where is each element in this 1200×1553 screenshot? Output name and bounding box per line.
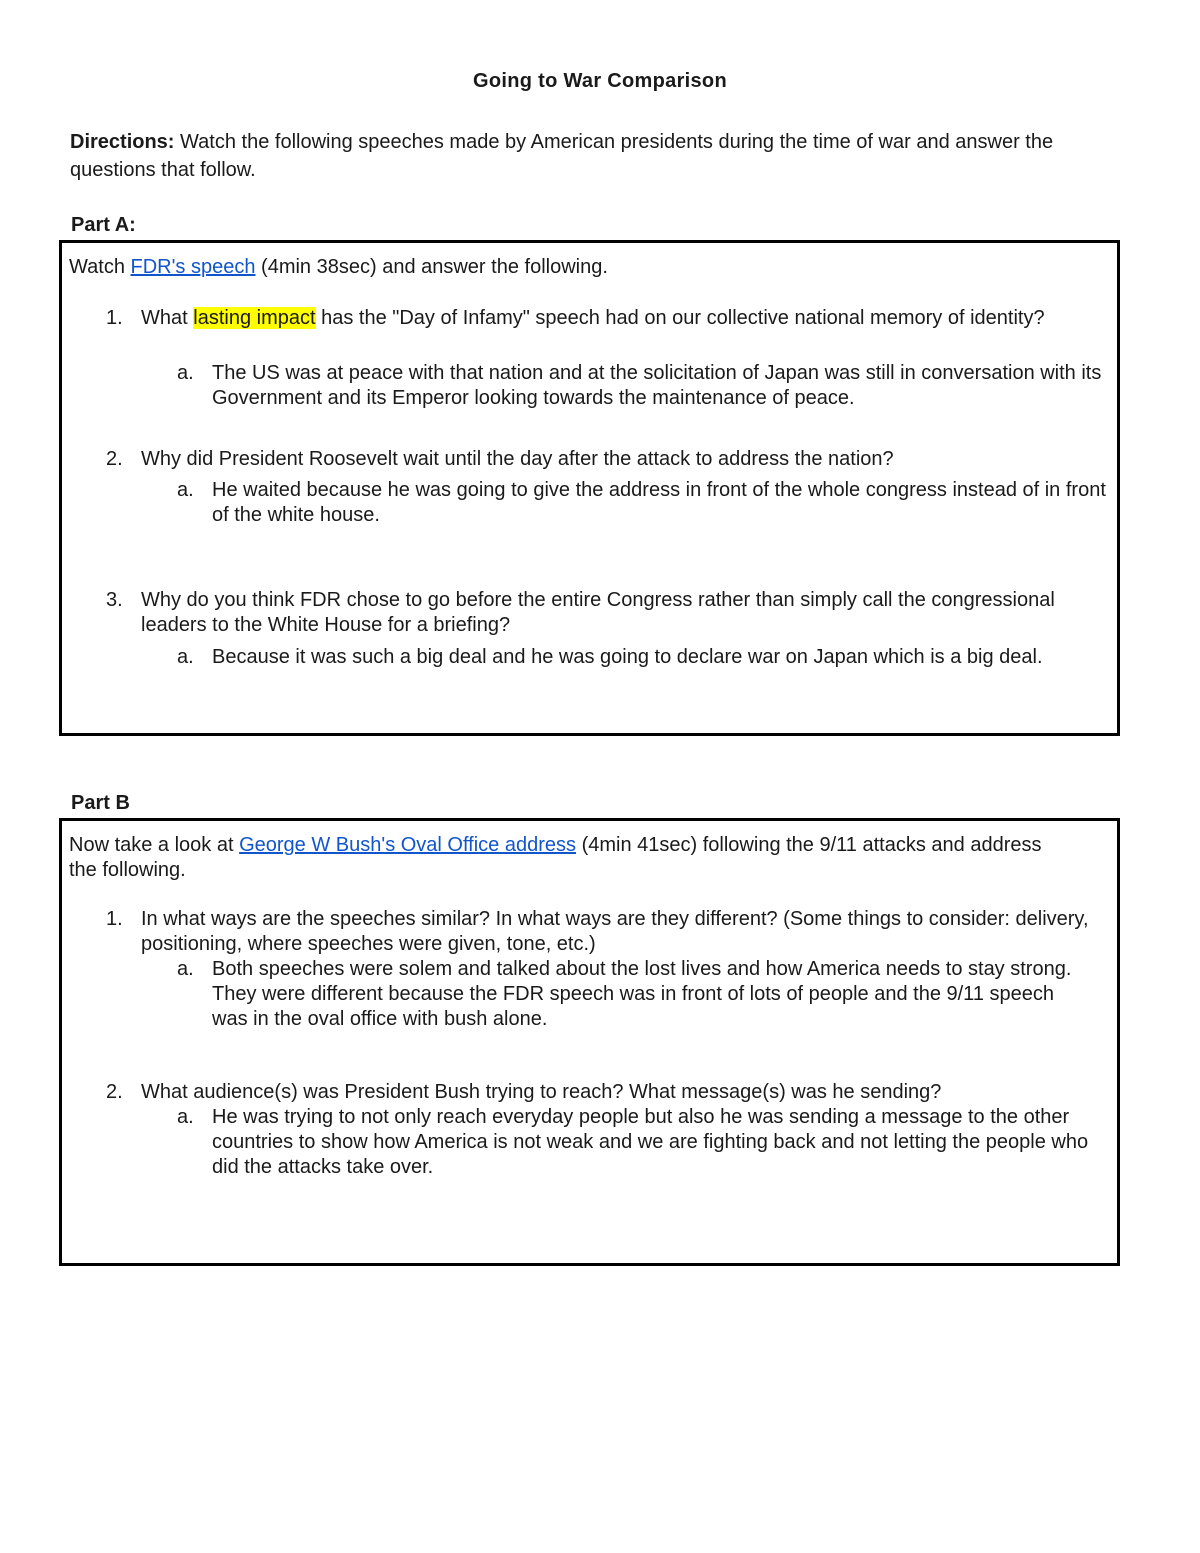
part-a-label: Part A: [71, 214, 136, 236]
question-text-post: has the "Day of Infamy" speech had on our collective national memory of identity? [315, 307, 1045, 329]
part-a-intro-suffix: (4min 38sec) and answer the following. [255, 256, 608, 278]
part-b-intro-suffix: (4min 41sec) following the 9/11 attacks and address the following. [69, 834, 1042, 881]
part-b-label: Part B [71, 792, 130, 814]
question-text [141, 306, 1101, 331]
answer-text: The US was at peace with that nation and at the solicitation of Japan was still in conversation with its Government and its Emperor looking towards the maintenance of peace. [212, 362, 1102, 409]
question-number: 3. [106, 589, 123, 611]
part-b-intro [69, 833, 1069, 883]
part-b-box [59, 818, 1120, 1266]
answer-letter: a. [177, 362, 194, 384]
question-text: What audience(s) was President Bush trying to reach? What message(s) was he sending? [141, 1081, 942, 1103]
fdr-speech-link[interactable]: FDR's speech [130, 256, 256, 278]
question-number: 2. [106, 448, 123, 470]
question-number: 2. [106, 1081, 123, 1103]
answer-letter: a. [177, 479, 194, 501]
question-text: In what ways are the speeches similar? In what ways are they different? (Some things to consider: delivery, positioning, where speeches were given, tone, etc.) [141, 908, 1089, 955]
question-text: Why did President Roosevelt wait until the day after the attack to address the nation? [141, 448, 894, 470]
page-title: Going to War Comparison [473, 70, 727, 92]
question-text-pre: What [141, 307, 194, 329]
part-a-box [59, 240, 1120, 736]
part-a-intro-prefix: Watch [69, 256, 131, 278]
question-text: Why do you think FDR chose to go before the entire Congress rather than simply call the congressional leaders to the White House for a briefing? [141, 589, 1055, 636]
answer-letter: a. [177, 1106, 194, 1128]
bush-address-link[interactable]: George W Bush's Oval Office address [239, 834, 577, 856]
answer-text: Both speeches were solem and talked about the lost lives and how America needs to stay strong. They were different because the FDR speech was in front of lots of people and the 9/11 speech was in the oval office with bush alone. [212, 958, 1072, 1030]
directions-label: Directions: [70, 131, 175, 153]
question-number: 1. [106, 908, 123, 930]
answer-letter: a. [177, 958, 194, 980]
answer-text: He waited because he was going to give the address in front of the whole congress instead of in front of the white house. [212, 479, 1106, 526]
answer-text: He was trying to not only reach everyday people but also he was sending a message to the other countries to show how America is not weak and we are fighting back and not letting the people who did the attacks take over. [212, 1106, 1089, 1178]
answer-letter: a. [177, 646, 194, 668]
highlighted-phrase: lasting impact [193, 307, 316, 329]
part-b-intro-prefix: Now take a look at [69, 834, 240, 856]
directions [70, 128, 1120, 184]
question-number: 1. [106, 307, 123, 329]
part-a-intro [69, 255, 608, 280]
answer-text: Because it was such a big deal and he was going to declare war on Japan which is a big deal. [212, 646, 1043, 668]
directions-text: Watch the following speeches made by American presidents during the time of war and answer the questions that follow. [70, 131, 1054, 181]
